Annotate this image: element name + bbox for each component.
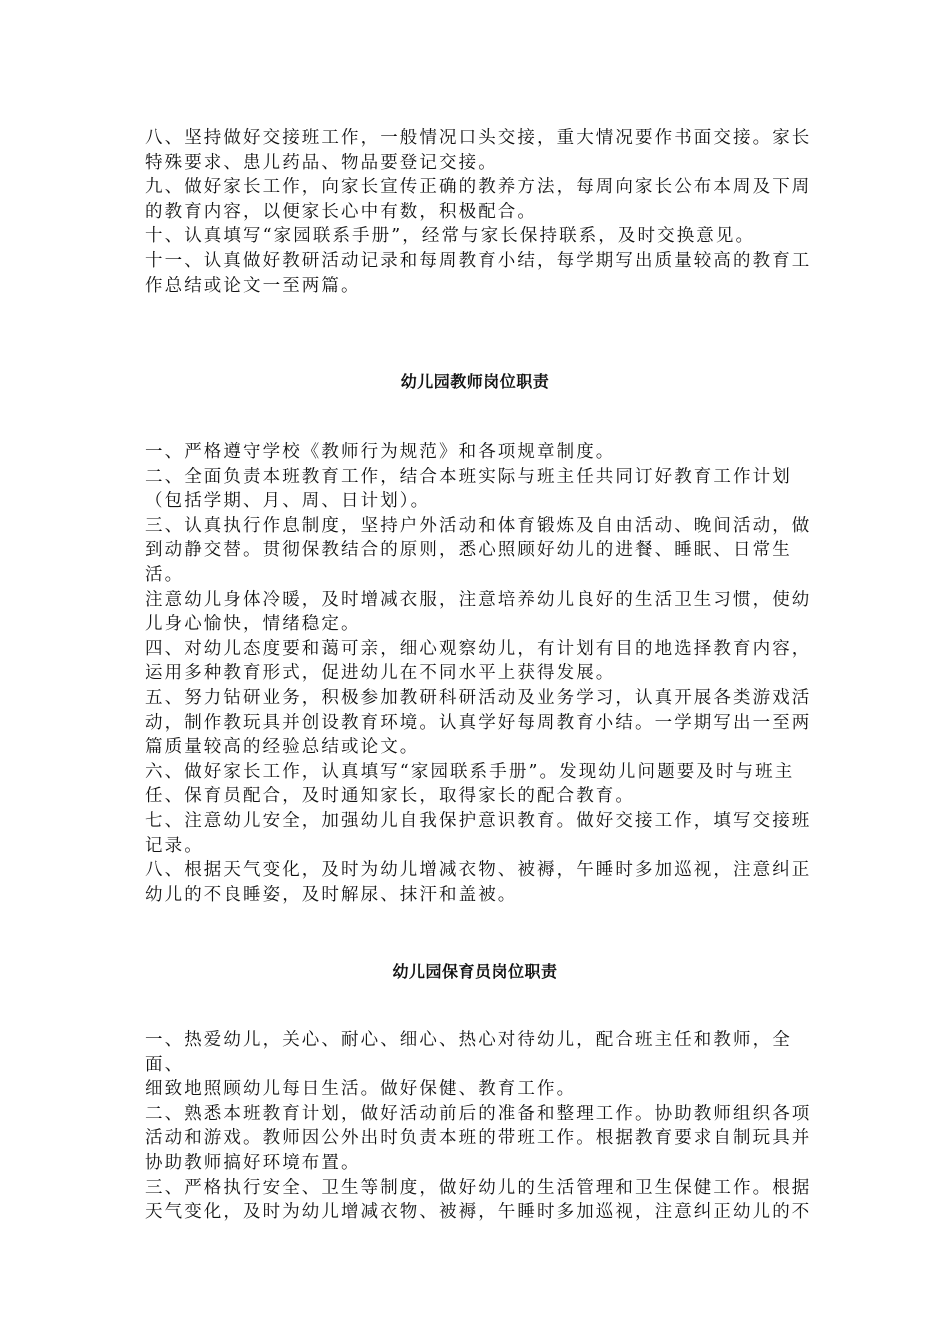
teacher-duties-title: 幼儿园教师岗位职责 xyxy=(400,372,550,391)
text-line: 五、努力钻研业务，积极参加教研科研活动及业务学习，认真开展各类游戏活 xyxy=(145,687,812,708)
text-line: 任、保育员配合，及时通知家长，取得家长的配合教育。 xyxy=(145,786,635,807)
text-line: 儿身心愉快，情绪稳定。 xyxy=(145,614,361,635)
text-line: 记录。 xyxy=(145,835,204,856)
text-line: 动，制作教玩具并创设教育环境。认真学好每周教育小结。一学期写出一至两 xyxy=(145,712,812,733)
continued-duties-text xyxy=(145,126,825,298)
text-line: 协助教师搞好环境布置。 xyxy=(145,1152,361,1173)
text-line: 三、严格执行安全、卫生等制度，做好幼儿的生活管理和卫生保健工作。根据 xyxy=(145,1177,812,1198)
teacher-duties-text xyxy=(145,440,825,907)
text-line: 九、做好家长工作，向家长宣传正确的教养方法，每周向家长公布本周及下周 xyxy=(145,177,812,198)
nurse-duties-title: 幼儿园保育员岗位职责 xyxy=(392,962,558,981)
text-line: 活动和游戏。教师因公外出时负责本班的带班工作。根据教育要求自制玩具并 xyxy=(145,1128,812,1149)
text-line: 运用多种教育形式，促进幼儿在不同水平上获得发展。 xyxy=(145,663,616,684)
text-line: 七、注意幼儿安全，加强幼儿自我保护意识教育。做好交接工作，填写交接班 xyxy=(145,810,812,831)
text-line: 到动静交替。贯彻保教结合的原则，悉心照顾好幼儿的进餐、睡眠、日常生活。 xyxy=(145,540,792,585)
text-line: 细致地照顾幼儿每日生活。做好保健、教育工作。 xyxy=(145,1079,577,1100)
text-line: 幼儿的不良睡姿，及时解尿、抹汗和盖被。 xyxy=(145,884,518,905)
text-line: 十、认真填写“家园联系手册”，经常与家长保持联系，及时交换意见。 xyxy=(145,226,756,247)
text-line: 注意幼儿身体冷暖，及时增减衣服，注意培养幼儿良好的生活卫生习惯，使幼 xyxy=(145,589,812,610)
text-line: 一、热爱幼儿，关心、耐心、细心、热心对待幼儿，配合班主任和教师，全面、 xyxy=(145,1030,792,1075)
text-line: 四、对幼儿态度要和蔼可亲，细心观察幼儿，有计划有目的地选择教育内容， xyxy=(145,638,812,659)
text-line: 三、认真执行作息制度，坚持户外活动和体育锻炼及自由活动、晚间活动，做 xyxy=(145,515,812,536)
text-line: 十一、认真做好教研活动记录和每周教育小结，每学期写出质量较高的教育工 xyxy=(145,250,812,271)
text-line: 的教育内容，以便家长心中有数，积极配合。 xyxy=(145,201,537,222)
text-line: 二、全面负责本班教育工作，结合本班实际与班主任共同订好教育工作计划 xyxy=(145,466,792,487)
text-line: （包括学期、月、周、日计划）。 xyxy=(145,491,431,512)
text-line: 天气变化，及时为幼儿增减衣物、被褥，午睡时多加巡视，注意纠正幼儿的不 xyxy=(145,1202,812,1223)
text-line: 八、坚持做好交接班工作，一般情况口头交接，重大情况要作书面交接。家长 xyxy=(145,128,812,148)
text-line: 八、根据天气变化，及时为幼儿增减衣物、被褥，午睡时多加巡视，注意纠正 xyxy=(145,860,812,881)
text-line: 篇质量较高的经验总结或论文。 xyxy=(145,737,420,758)
text-line: 特殊要求、患儿药品、物品要登记交接。 xyxy=(145,152,498,173)
text-line: 六、做好家长工作，认真填写“家园联系手册”。发现幼儿问题要及时与班主 xyxy=(145,761,795,782)
text-line: 一、严格遵守学校《教师行为规范》和各项规章制度。 xyxy=(145,442,616,462)
text-line: 作总结或论文一至两篇。 xyxy=(145,275,361,296)
text-line: 二、熟悉本班教育计划，做好活动前后的准备和整理工作。协助教师组织各项 xyxy=(145,1103,812,1124)
nurse-duties-text xyxy=(145,1028,825,1225)
